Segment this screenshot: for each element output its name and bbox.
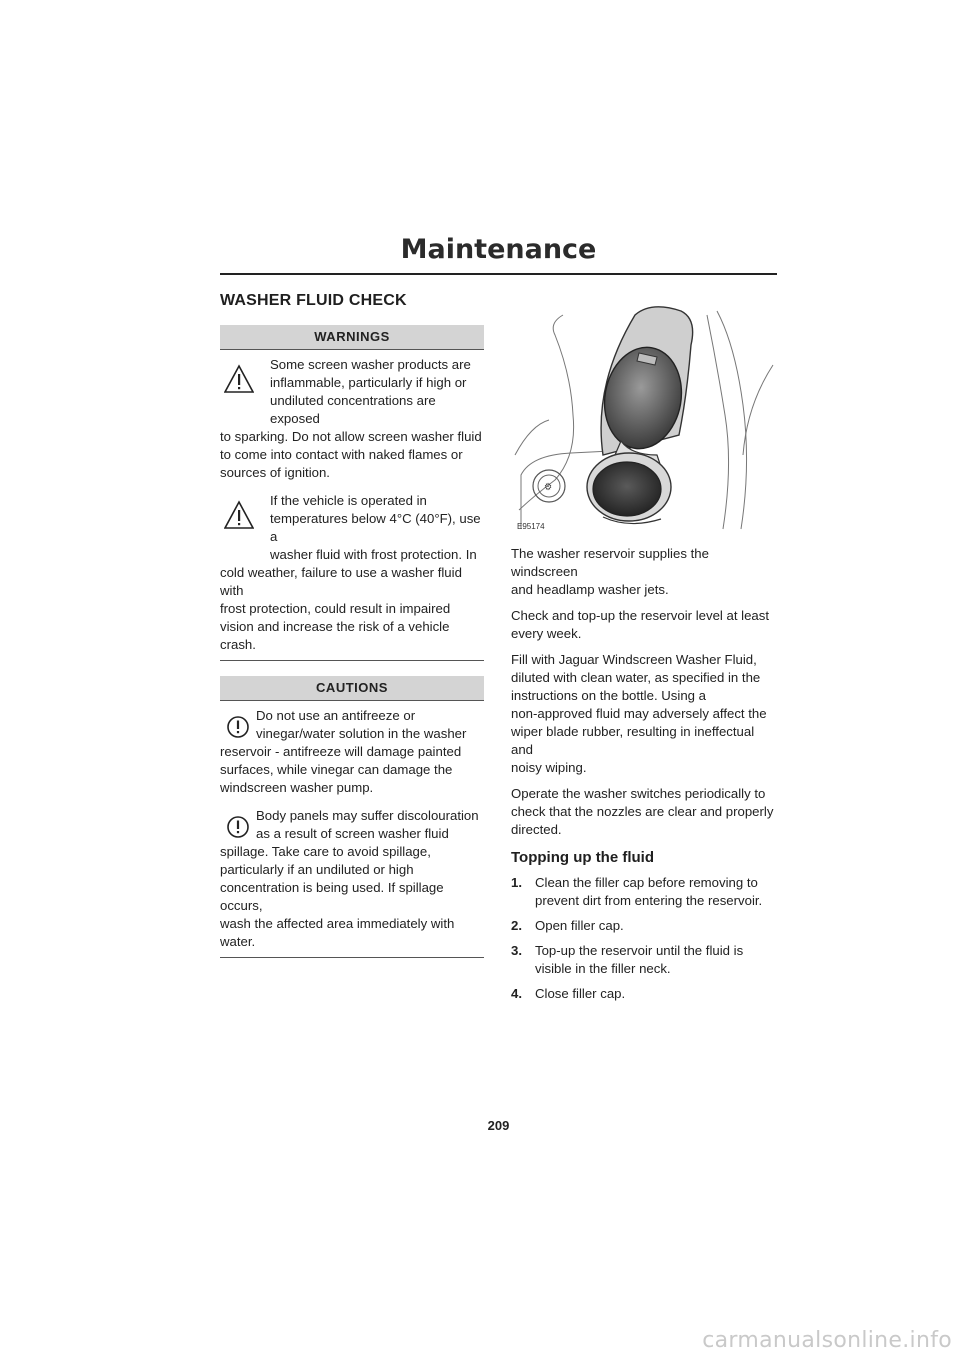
warning-text-line: washer fluid with frost protection. In bbox=[270, 547, 477, 562]
step-number: 1. bbox=[511, 875, 522, 890]
svg-text:⚙: ⚙ bbox=[544, 482, 553, 493]
text-line: instructions on the bottle. Using a bbox=[511, 688, 706, 703]
instructions-column bbox=[511, 305, 777, 1010]
text-line: directed. bbox=[511, 822, 562, 837]
caution-text-line: concentration is being used. If spillage occurs, bbox=[220, 880, 444, 913]
caution-exclamation-icon bbox=[224, 713, 254, 743]
warning-triangle-icon bbox=[224, 364, 254, 394]
warning-item bbox=[220, 492, 484, 654]
caution-item bbox=[220, 807, 484, 951]
text-line: The washer reservoir supplies the windscreen bbox=[511, 546, 709, 579]
page-number: 209 bbox=[487, 1118, 510, 1133]
body-paragraph bbox=[511, 651, 777, 777]
step-item bbox=[511, 917, 777, 935]
warning-text-line: If the vehicle is operated in bbox=[270, 493, 427, 508]
subsection-title: Topping up the fluid bbox=[511, 849, 655, 866]
warning-triangle-icon bbox=[224, 500, 254, 530]
caution-item bbox=[220, 707, 484, 797]
text-line: noisy wiping. bbox=[511, 760, 587, 775]
body-paragraph bbox=[511, 545, 777, 599]
step-text-line: Clean the filler cap before removing to bbox=[535, 875, 758, 890]
warning-text-line: to sparking. Do not allow screen washer fluid bbox=[220, 429, 482, 444]
caution-text-line: as a result of screen washer fluid bbox=[256, 826, 449, 841]
text-line: every week. bbox=[511, 626, 582, 641]
page-header-title: Maintenance bbox=[400, 234, 597, 265]
text-line: Check and top-up the reservoir level at least bbox=[511, 608, 770, 623]
step-item bbox=[511, 985, 777, 1003]
warning-text-line: cold weather, failure to use a washer fluid with bbox=[220, 565, 462, 598]
warning-text-line: Some screen washer products are bbox=[270, 357, 471, 372]
caution-text-line: vinegar/water solution in the washer bbox=[256, 726, 467, 741]
washer-reservoir-illustration bbox=[511, 305, 777, 533]
caution-text-line: reservoir - antifreeze will damage painted bbox=[220, 744, 462, 759]
warning-text-line: sources of ignition. bbox=[220, 465, 330, 480]
caution-text-line: Body panels may suffer discolouration bbox=[256, 808, 479, 823]
text-line: check that the nozzles are clear and properly bbox=[511, 804, 774, 819]
warning-text-line: vision and increase the risk of a vehicle crash. bbox=[220, 619, 450, 652]
warning-item bbox=[220, 356, 484, 482]
step-text-line: prevent dirt from entering the reservoir. bbox=[535, 893, 763, 908]
text-line: Fill with Jaguar Windscreen Washer Fluid, bbox=[511, 652, 757, 667]
section-title: WASHER FLUID CHECK bbox=[220, 292, 407, 309]
caution-exclamation-icon bbox=[224, 813, 254, 843]
body-paragraph bbox=[511, 785, 777, 839]
cautions-divider bbox=[220, 951, 484, 958]
warning-text-line: inflammable, particularly if high or bbox=[270, 375, 467, 390]
cautions-heading: CAUTIONS bbox=[220, 676, 484, 701]
header-divider bbox=[220, 273, 777, 275]
text-line: diluted with clean water, as specified in the bbox=[511, 670, 761, 685]
step-item bbox=[511, 942, 777, 978]
caution-text-line: wash the affected area immediately with water. bbox=[220, 916, 455, 949]
figure-reference-label: E95174 bbox=[517, 522, 545, 531]
caution-text-line: Do not use an antifreeze or bbox=[256, 708, 416, 723]
warning-text-line: temperatures below 4°C (40°F), use a bbox=[270, 511, 481, 544]
step-item bbox=[511, 874, 777, 910]
caution-text-line: particularly if an undiluted or high bbox=[220, 862, 414, 877]
warning-text-line: frost protection, could result in impaired bbox=[220, 601, 451, 616]
warning-text-line: to come into contact with naked flames or bbox=[220, 447, 463, 462]
safety-notices-column bbox=[220, 325, 484, 958]
step-text-line: visible in the filler neck. bbox=[535, 961, 671, 976]
step-number: 4. bbox=[511, 986, 522, 1001]
step-text-line: Top-up the reservoir until the fluid is bbox=[535, 943, 744, 958]
watermark-text: carmanualsonline.info bbox=[702, 1328, 952, 1353]
text-line: non-approved fluid may adversely affect the bbox=[511, 706, 767, 721]
step-text-line: Close filler cap. bbox=[535, 986, 626, 1001]
filler-cap-drawing bbox=[511, 305, 777, 533]
caution-text-line: surfaces, while vinegar can damage the bbox=[220, 762, 453, 777]
warning-text-line: undiluted concentrations are exposed bbox=[270, 393, 436, 426]
step-text-line: Open filler cap. bbox=[535, 918, 624, 933]
caution-text-line: spillage. Take care to avoid spillage, bbox=[220, 844, 431, 859]
text-line: Operate the washer switches periodically to bbox=[511, 786, 766, 801]
text-line: and headlamp washer jets. bbox=[511, 582, 669, 597]
warnings-divider bbox=[220, 654, 484, 661]
step-number: 3. bbox=[511, 943, 522, 958]
text-line: wiper blade rubber, resulting in ineffectual and bbox=[511, 724, 755, 757]
caution-text-line: windscreen washer pump. bbox=[220, 780, 374, 795]
warnings-heading: WARNINGS bbox=[220, 325, 484, 350]
step-number: 2. bbox=[511, 918, 522, 933]
body-paragraph bbox=[511, 607, 777, 643]
